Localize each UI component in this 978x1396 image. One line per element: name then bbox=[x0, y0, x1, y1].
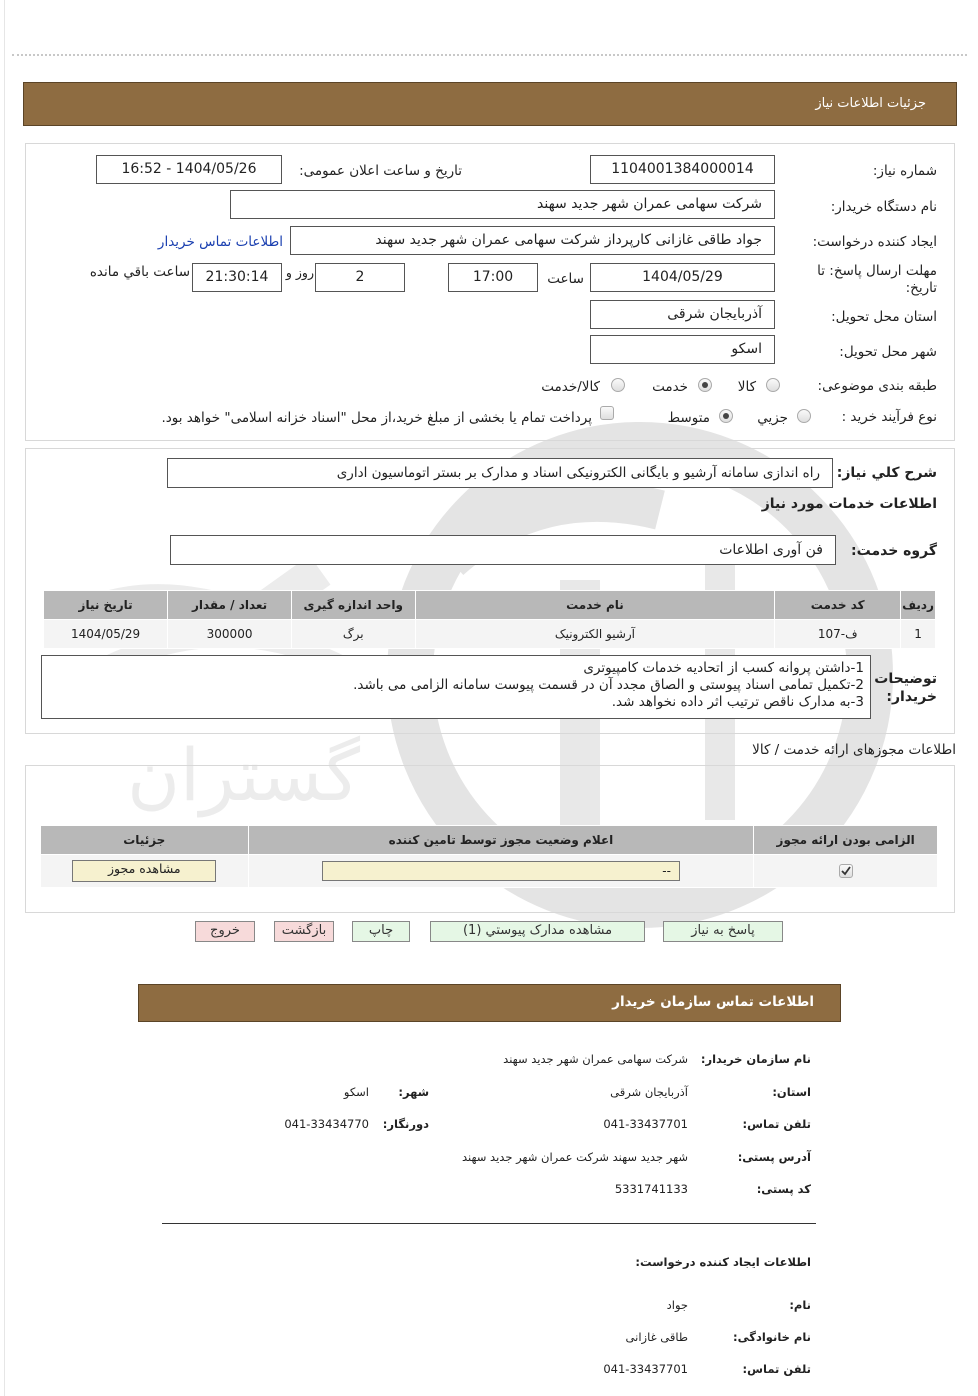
col-permit-required: الزامی بودن ارائه مجوز bbox=[754, 826, 938, 855]
province-label: استان محل تحویل: bbox=[831, 309, 937, 325]
details-panel bbox=[25, 143, 955, 441]
cell-service-code: ف-107 bbox=[775, 620, 901, 649]
print-button[interactable]: چاپ bbox=[352, 921, 410, 942]
page-header-bar bbox=[23, 82, 957, 126]
process-label: نوع فرآیند خرید : bbox=[841, 409, 937, 425]
cell-quantity: 300000 bbox=[168, 620, 292, 649]
check-icon bbox=[840, 865, 852, 877]
deadline-remaining-field: 21:30:14 bbox=[192, 263, 282, 292]
deadline-remaining-label: ساعت باقي مانده bbox=[89, 264, 190, 280]
col-service-code: کد خدمت bbox=[775, 591, 901, 620]
province-field: آذربایجان شرقی bbox=[590, 300, 775, 329]
need-number-label: شماره نیاز: bbox=[872, 163, 937, 179]
contact-address-value: شهر جدید سهند شرکت عمران شهر جدید سهند bbox=[461, 1150, 688, 1164]
page-title: جزئیات اطلاعات نیاز bbox=[815, 96, 926, 111]
permit-status-field[interactable]: -- bbox=[322, 861, 680, 881]
top-dotted-divider bbox=[12, 54, 967, 56]
contact-province-value: آذربایجان شرقی bbox=[610, 1085, 688, 1099]
col-row-number: ردیف bbox=[901, 591, 936, 620]
announce-datetime-field: 1404/05/26 - 16:52 bbox=[96, 155, 282, 184]
requester-field: جواد طاقی غازانی کارپرداز شرکت سهامی عمران شهر جدید سهند bbox=[290, 226, 775, 255]
reply-button[interactable]: پاسخ به نیاز bbox=[663, 921, 783, 942]
creator-family-label: نام خانوادگی: bbox=[733, 1330, 811, 1344]
service-group-label: گروه خدمت: bbox=[851, 543, 937, 559]
contact-fax-label: دورنگار: bbox=[382, 1117, 429, 1131]
view-permit-button[interactable]: مشاهده مجوز bbox=[72, 860, 216, 882]
process-option-medium: متوسط bbox=[667, 410, 710, 426]
cell-need-date: 1404/05/29 bbox=[44, 620, 168, 649]
buyer-note-1: 1-داشتن پروانه کسب از اتحادیه خدمات کامپیوتری bbox=[583, 660, 864, 676]
deadline-time-field: 17:00 bbox=[448, 263, 538, 292]
contact-postal-label: کد پستی: bbox=[756, 1182, 811, 1196]
buyer-note-3: 3-به مدارک ناقص ترتیب اثر داده نخواهد شد. bbox=[611, 694, 864, 710]
summary-field: راه اندازی سامانه آرشیو و بایگانی الکترونیکی اسناد و مدارک بر بستر اتوماسیون اداری bbox=[167, 458, 833, 488]
permits-title: اطلاعات مجوزهای ارائه خدمت / کالا bbox=[752, 742, 956, 758]
svg-text:گستران: گستران bbox=[127, 733, 360, 817]
category-radio-goods[interactable] bbox=[766, 378, 780, 392]
permits-table bbox=[40, 825, 938, 888]
contact-divider bbox=[162, 1223, 816, 1224]
category-radio-goods-service[interactable] bbox=[611, 378, 625, 392]
category-option-goods-service: کالا/خدمت bbox=[541, 379, 600, 395]
contact-address-label: آدرس پستی: bbox=[737, 1150, 811, 1164]
city-label: شهر محل تحویل: bbox=[839, 344, 937, 360]
cell-unit: برگ bbox=[291, 620, 415, 649]
col-service-name: نام خدمت bbox=[415, 591, 775, 620]
contact-province-label: استان: bbox=[772, 1085, 811, 1099]
deadline-days-label: روز و bbox=[285, 265, 314, 280]
treasury-payment-note: پرداخت تمام یا بخشی از مبلغ خرید،از محل "اسناد خزانه اسلامی" خواهد بود. bbox=[161, 410, 592, 426]
category-label: طبقه بندی موضوعی: bbox=[817, 378, 937, 394]
creator-phone-value: 041-33437701 bbox=[603, 1362, 688, 1376]
creator-phone-label: تلفن تماس: bbox=[742, 1362, 811, 1376]
permit-required-checkbox bbox=[839, 864, 853, 878]
cell-permit-required bbox=[754, 855, 938, 888]
contact-title: اطلاعات تماس سازمان خریدار bbox=[612, 994, 814, 1010]
table-row bbox=[41, 855, 938, 888]
deadline-days-field: 2 bbox=[315, 263, 405, 292]
col-permit-status: اعلام وضعیت مجوز توسط تامین کننده bbox=[248, 826, 754, 855]
city-field: اسکو bbox=[590, 335, 775, 364]
cell-permit-status bbox=[248, 855, 754, 888]
services-table bbox=[43, 590, 936, 649]
buyer-notes-box bbox=[41, 655, 871, 719]
table-row bbox=[44, 620, 936, 649]
service-group-field: فن آوری اطلاعات bbox=[170, 535, 836, 565]
announce-datetime-label: تاریخ و ساعت اعلان عمومی: bbox=[299, 163, 462, 179]
category-option-goods: کالا bbox=[737, 379, 756, 395]
process-option-partial: جزیي bbox=[757, 410, 788, 426]
creator-title: اطلاعات ایجاد کننده درخواست: bbox=[635, 1255, 811, 1269]
buyer-notes-label-2: خریدار: bbox=[886, 689, 937, 705]
col-quantity: تعداد / مقدار bbox=[168, 591, 292, 620]
process-radio-partial[interactable] bbox=[797, 409, 811, 423]
buyer-org-label: نام دستگاه خریدار: bbox=[830, 199, 937, 215]
contact-org-value: شرکت سهامی عمران شهر جدید سهند bbox=[503, 1052, 688, 1066]
deadline-label-line2: تاریخ: bbox=[905, 280, 937, 296]
deadline-date-field: 1404/05/29 bbox=[590, 263, 775, 292]
category-option-service: خدمت bbox=[652, 379, 688, 395]
exit-button[interactable]: خروج bbox=[195, 921, 255, 942]
back-button[interactable]: بازگشت bbox=[274, 921, 334, 942]
contact-phone-value: 041-33437701 bbox=[603, 1117, 688, 1131]
page-left-rule bbox=[4, 0, 5, 1396]
cell-service-name: آرشیو الکترونیک bbox=[415, 620, 775, 649]
deadline-label-line1: مهلت ارسال پاسخ: تا bbox=[817, 263, 937, 279]
contact-phone-label: تلفن تماس: bbox=[742, 1117, 811, 1131]
services-title: اطلاعات خدمات مورد نیاز bbox=[761, 496, 937, 512]
col-permit-details: جزئیات bbox=[41, 826, 249, 855]
creator-name-value: جواد bbox=[666, 1298, 688, 1312]
process-radio-medium[interactable] bbox=[719, 409, 733, 423]
contact-fax-value: 041-33434770 bbox=[284, 1117, 369, 1131]
creator-family-value: طاقی غازانی bbox=[625, 1330, 688, 1344]
permits-table-header bbox=[41, 826, 938, 855]
cell-row-number: 1 bbox=[901, 620, 936, 649]
need-number-field: 1104001384000014 bbox=[590, 155, 775, 184]
creator-name-label: نام: bbox=[789, 1298, 811, 1312]
deadline-time-label: ساعت bbox=[547, 271, 584, 287]
contact-org-label: نام سازمان خریدار: bbox=[700, 1052, 811, 1066]
buyer-note-2: 2-تکمیل تمامی اسناد پیوستی و الصاق مجدد آن در قسمت پیوست سامانه الزامی می باشد. bbox=[353, 677, 864, 693]
services-table-header bbox=[44, 591, 936, 620]
treasury-payment-checkbox[interactable] bbox=[600, 406, 614, 420]
contact-city-label: شهر: bbox=[398, 1085, 429, 1099]
col-need-date: تاریخ نیاز bbox=[44, 591, 168, 620]
summary-label: شرح كلي نياز: bbox=[836, 465, 937, 481]
contact-city-value: اسکو bbox=[343, 1085, 369, 1099]
col-unit: واحد اندازه گیری bbox=[291, 591, 415, 620]
buyer-notes-label-1: توضیحات bbox=[874, 671, 937, 687]
requester-label: ایجاد کننده درخواست: bbox=[812, 234, 937, 250]
contact-postal-value: 5331741133 bbox=[614, 1182, 688, 1196]
buyer-org-field: شرکت سهامی عمران شهر جدید سهند bbox=[230, 190, 775, 219]
category-radio-service[interactable] bbox=[698, 378, 712, 392]
buyer-contact-link[interactable]: اطلاعات تماس خریدار bbox=[157, 234, 283, 250]
contact-header-bar bbox=[138, 984, 841, 1022]
cell-permit-details bbox=[41, 855, 249, 888]
view-attachments-button[interactable]: مشاهده مدارک پیوستي (1) bbox=[430, 921, 645, 942]
